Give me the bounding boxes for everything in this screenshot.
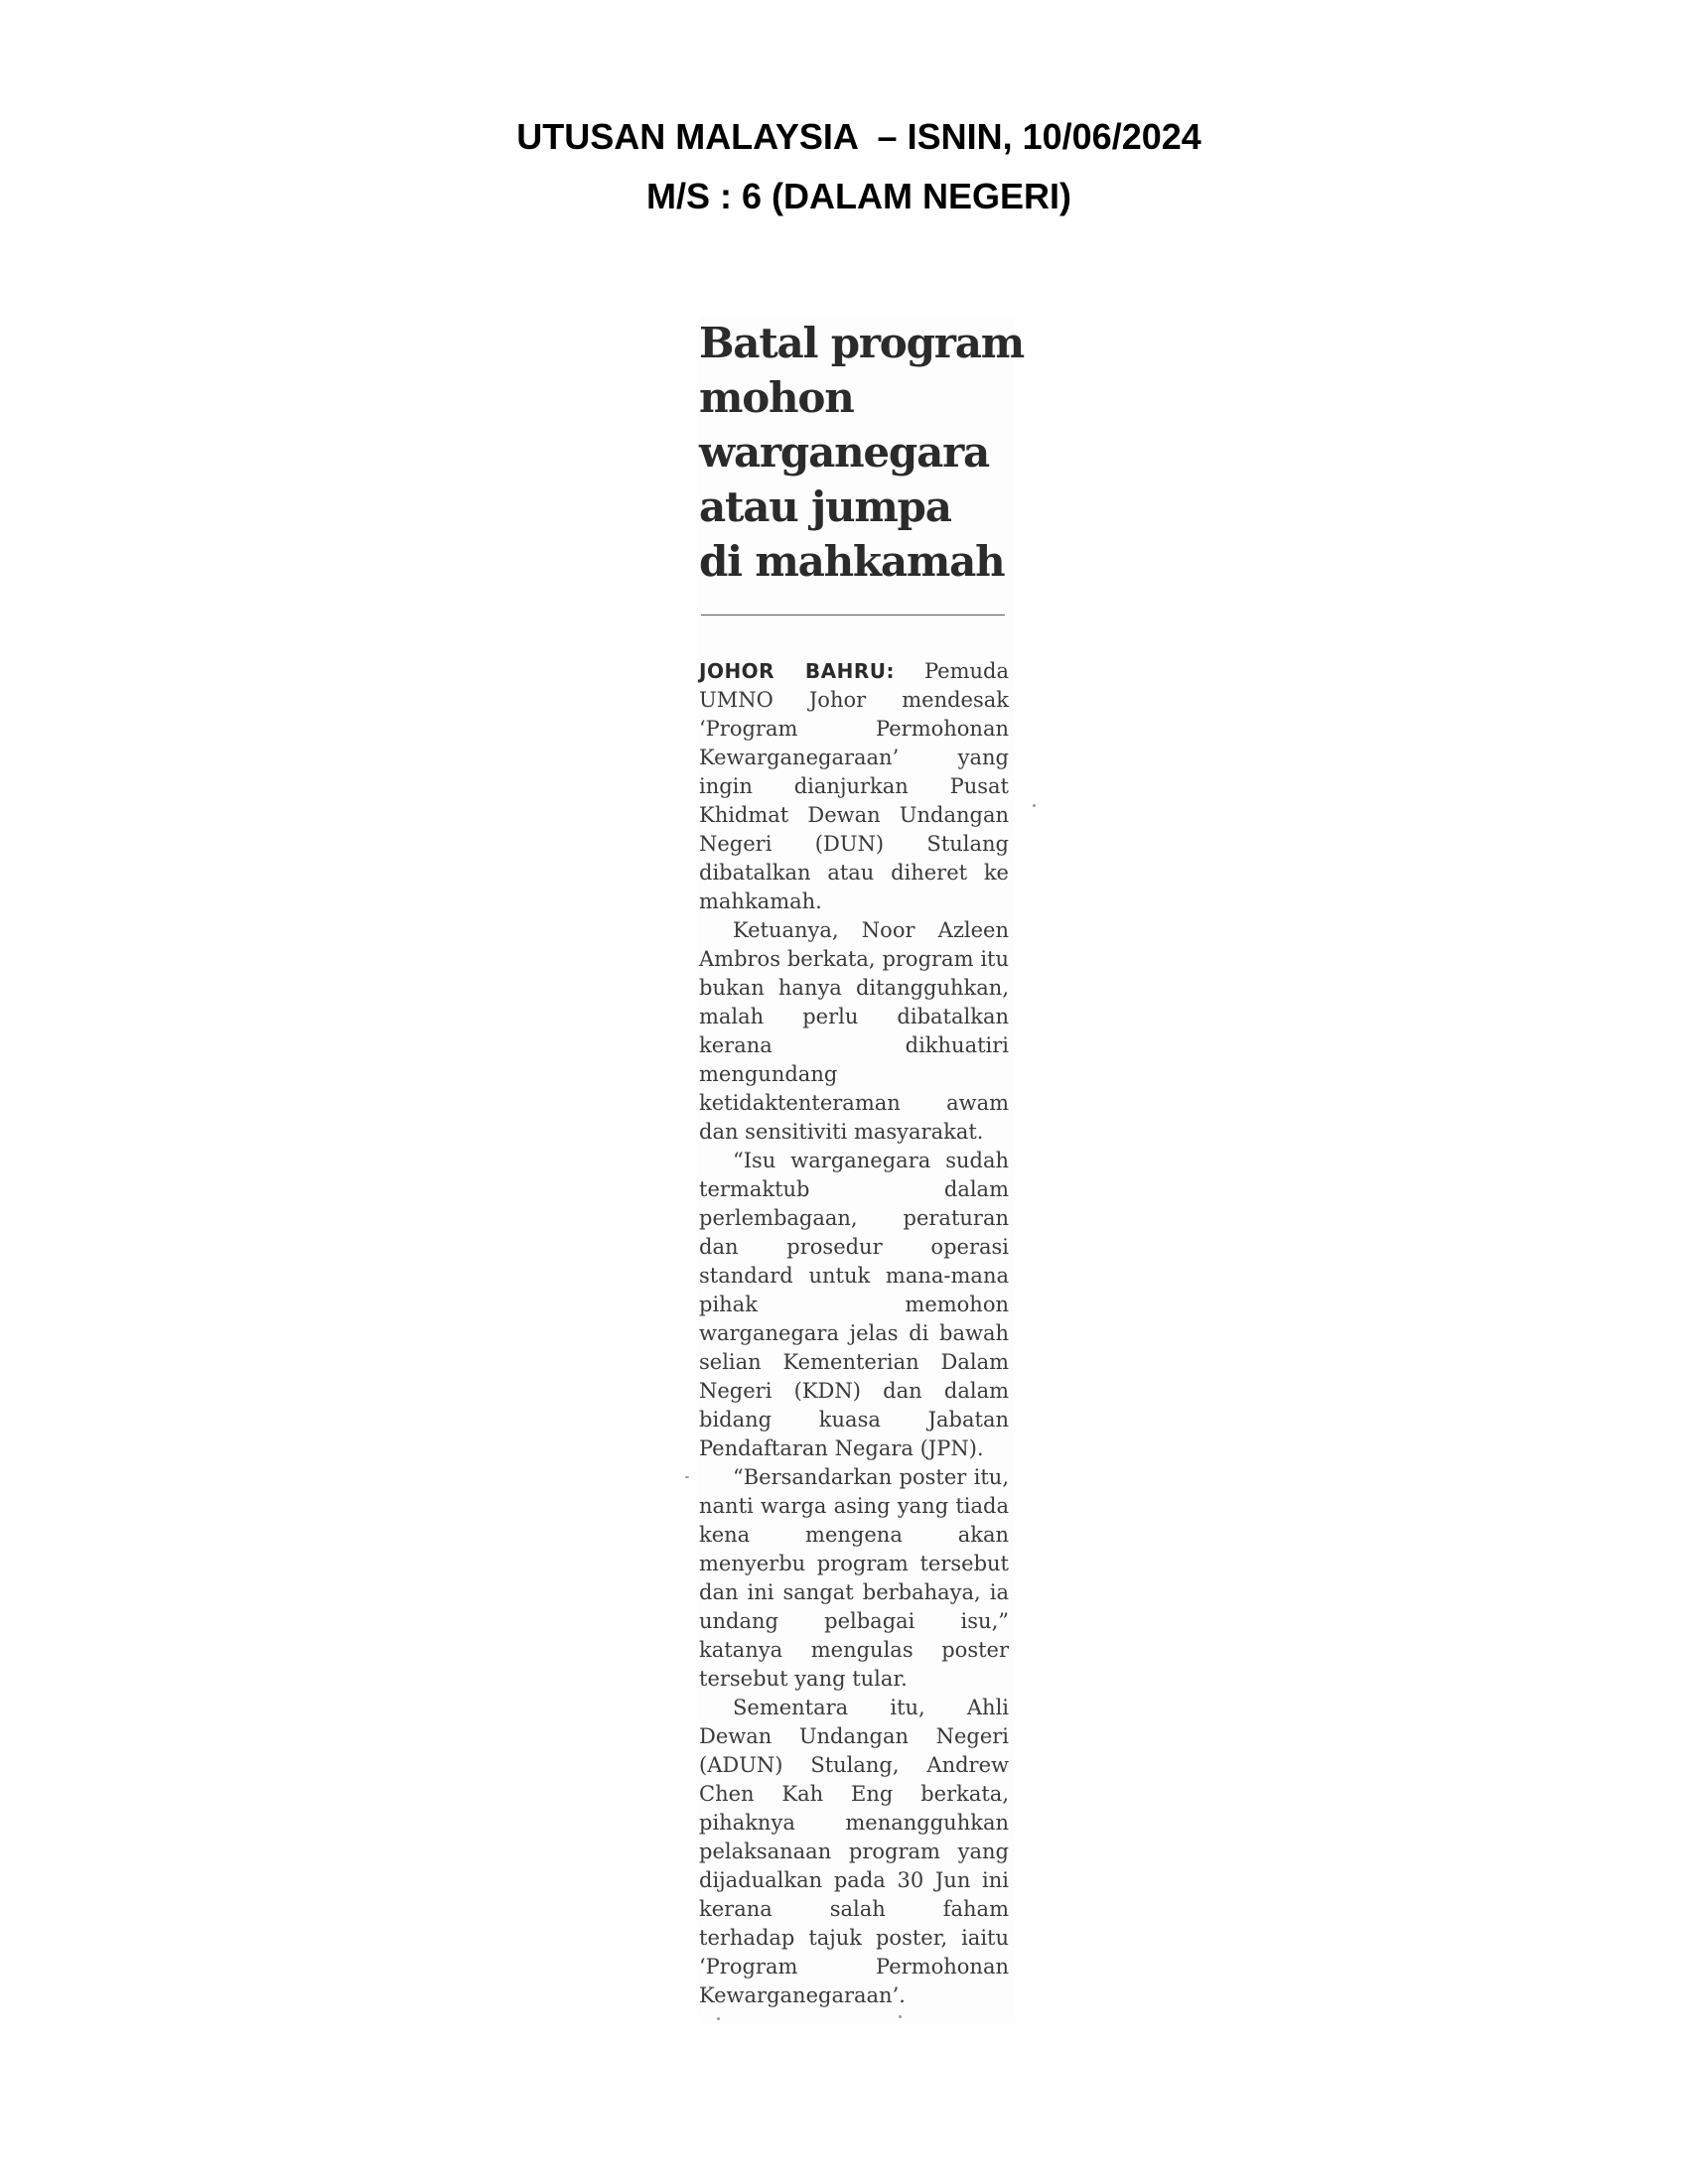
article-paragraph: “Bersandarkan poster itu, nanti warga asing yang tiada kena mengena akan menyerbu program tersebut dan ini sangat berbahaya, ia undang pelbagai isu,” katanya mengulas poster tersebut yang tular. [699, 1465, 1009, 1691]
scan-speck [717, 2017, 720, 2020]
headline-divider [701, 614, 1005, 615]
page-header [0, 107, 1688, 226]
article-body [699, 657, 1009, 2010]
headline-line: Batal program [699, 319, 1024, 367]
news-clipping [699, 316, 1024, 2023]
headline-line: mohon [699, 373, 854, 422]
article-paragraph: Sementara itu, Ahli Dewan Undangan Negeri (ADUN) Stulang, Andrew Chen Kah Eng berkata, pihaknya menangguhkan pelaksanaan program yang dijadualkan pada 30 Jun ini kerana salah faham terhadap tajuk poster, iaitu ‘Program Permohonan Kewarganegaraan’. [699, 1696, 1009, 2007]
article-paragraph: “Isu warganegara sudah termaktub dalam perlembagaan, peraturan dan prosedur operasi standard untuk mana-mana pihak memohon warganegara jelas di bawah selian Kementerian Dalam Negeri (KDN) dan dalam bidang kuasa Jabatan Pendaftaran Negara (JPN). [699, 1149, 1009, 1460]
article-paragraph: Ketuanya, Noor Azleen Ambros berkata, program itu bukan hanya ditangguhkan, malah perlu dibatalkan kerana dikhuatiri mengundang ketidaktenteraman awam dan sensitiviti masyarakat. [699, 918, 1009, 1144]
scan-speck [1033, 804, 1036, 807]
paragraph-text: Pemuda UMNO Johor mendesak ‘Program Permohonan Kewarganegaraan’ yang ingin dianjurkan Pusat Khidmat Dewan Undangan Negeri (DUN) Stulang dibatalkan atau diheret ke mahkamah. [699, 659, 1009, 913]
article-headline [699, 316, 1024, 589]
dateline: JOHOR BAHRU: [699, 659, 895, 683]
headline-line: atau jumpa [699, 482, 951, 531]
page-section-line: M/S : 6 (DALAM NEGERI) [646, 176, 1071, 216]
scan-speck [899, 2015, 902, 2018]
headline-line: warganegara [699, 428, 990, 477]
headline-line: di mahkamah [699, 537, 1005, 586]
scan-speck [685, 1476, 689, 1478]
article-paragraph [699, 657, 1009, 916]
publication-date-line: UTUSAN MALAYSIA – ISNIN, 10/06/2024 [516, 116, 1201, 157]
